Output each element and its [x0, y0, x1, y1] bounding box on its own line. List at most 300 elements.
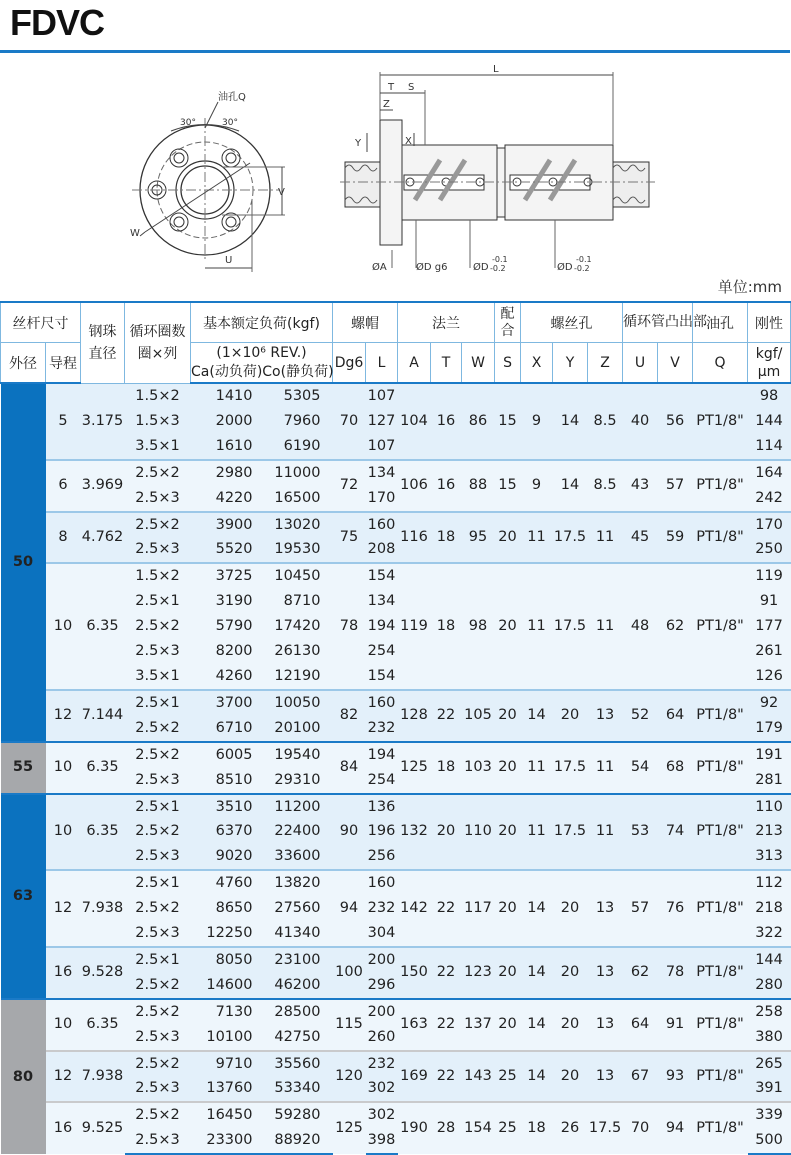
lead-cell: 16 — [46, 1102, 81, 1154]
v-cell: 57 — [658, 460, 693, 512]
circuits-cell: 2.5×1 — [125, 947, 191, 973]
header-dg6: Dg6 — [333, 343, 366, 384]
x-cell: 14 — [521, 999, 553, 1051]
co-value: 46200 — [274, 976, 321, 993]
circuits-cell: 2.5×2 — [125, 460, 191, 486]
lead-cell: 10 — [46, 794, 81, 871]
load-cell — [191, 896, 333, 921]
w-cell: 117 — [462, 870, 495, 947]
y-cell: 14 — [553, 383, 588, 460]
y-cell: 20 — [553, 870, 588, 947]
s-cell: 15 — [495, 383, 521, 460]
u-cell: 52 — [623, 690, 658, 742]
stiffness-cell: 391 — [748, 1076, 791, 1102]
w-cell: 95 — [462, 512, 495, 564]
co-value: 6190 — [283, 437, 321, 454]
z-cell: 11 — [588, 512, 623, 564]
load-cell — [191, 716, 333, 742]
y-cell: 20 — [553, 1051, 588, 1103]
a-cell: 119 — [398, 563, 431, 690]
circuits-cell: 2.5×3 — [125, 1076, 191, 1102]
v-cell: 62 — [658, 563, 693, 690]
header-x: X — [521, 343, 553, 384]
circuits-cell: 2.5×3 — [125, 1025, 191, 1051]
w-cell: 110 — [462, 794, 495, 871]
table-row — [1, 794, 791, 820]
stiffness-cell: 114 — [748, 434, 791, 460]
s-cell: 25 — [495, 1051, 521, 1103]
nut-length-cell: 194 — [366, 614, 398, 639]
header-ball-dia-line1: 钢珠 — [88, 323, 117, 340]
technical-drawing — [0, 60, 790, 280]
circuits-cell: 2.5×3 — [125, 1128, 191, 1154]
ca-value: 10100 — [206, 1028, 253, 1045]
ca-value: 5790 — [215, 618, 253, 635]
y-cell: 17.5 — [553, 512, 588, 564]
a-cell: 150 — [398, 947, 431, 999]
load-cell — [191, 563, 333, 589]
nut-length-cell: 136 — [366, 794, 398, 820]
tol-upper-2: -0.1 — [576, 255, 592, 264]
outer-diameter-cell: 55 — [1, 742, 46, 794]
u-cell: 57 — [623, 870, 658, 947]
nut-length-cell: 232 — [366, 896, 398, 921]
z-cell: 13 — [588, 947, 623, 999]
circuits-cell: 2.5×3 — [125, 486, 191, 512]
load-cell — [191, 589, 333, 614]
label-y: Y — [355, 138, 362, 149]
load-cell — [191, 639, 333, 664]
stiffness-cell: 500 — [748, 1128, 791, 1154]
w-cell: 154 — [462, 1102, 495, 1154]
bolt-hole — [222, 149, 240, 167]
header-bolt-hole: 螺丝孔 — [521, 302, 623, 343]
ca-value: 23300 — [206, 1132, 253, 1149]
header-screw-size: 丝杆尺寸 — [1, 302, 81, 343]
ca-value: 6710 — [215, 719, 253, 736]
v-cell: 74 — [658, 794, 693, 871]
co-value: 88920 — [274, 1132, 321, 1149]
circuits-cell: 2.5×2 — [125, 1051, 191, 1077]
header-a: A — [398, 343, 431, 384]
ca-value: 8200 — [215, 643, 253, 660]
circuits-cell: 2.5×2 — [125, 614, 191, 639]
table-row — [1, 512, 791, 538]
co-value: 28500 — [274, 1003, 321, 1020]
co-value: 10050 — [274, 694, 321, 711]
bolt-hole — [170, 213, 188, 231]
v-cell: 76 — [658, 870, 693, 947]
ca-value: 4760 — [215, 875, 253, 892]
dg6-cell: 78 — [333, 563, 366, 690]
s-cell: 20 — [495, 947, 521, 999]
label-v: V — [278, 187, 285, 198]
x-cell: 14 — [521, 870, 553, 947]
ball-dia-cell: 7.938 — [81, 1051, 125, 1103]
z-cell: 11 — [588, 742, 623, 794]
header-load-rev: (1×10⁶ REV.) — [216, 344, 307, 361]
co-value: 16500 — [274, 489, 321, 506]
v-cell: 56 — [658, 383, 693, 460]
x-cell: 11 — [521, 563, 553, 690]
circuits-cell: 2.5×3 — [125, 639, 191, 664]
outer-diameter-cell: 80 — [1, 999, 46, 1154]
ca-value: 12250 — [206, 925, 253, 942]
co-value: 20100 — [274, 719, 321, 736]
header-stiffness: 刚性 — [748, 302, 791, 343]
oil-hole-label: 油孔Q — [218, 92, 246, 103]
nut-length-cell: 256 — [366, 844, 398, 870]
load-cell — [191, 664, 333, 690]
label-dg6: ØD g6 — [416, 262, 448, 273]
ca-value: 6370 — [215, 823, 253, 840]
stiffness-cell: 339 — [748, 1102, 791, 1128]
stiffness-cell: 261 — [748, 639, 791, 664]
s-cell: 15 — [495, 460, 521, 512]
circuits-cell: 2.5×3 — [125, 768, 191, 794]
nut-length-cell: 196 — [366, 819, 398, 844]
header-fit-line1: 配 — [500, 305, 515, 322]
angle-right-label: 30° — [222, 118, 238, 128]
lead-cell: 12 — [46, 1051, 81, 1103]
nut-length-cell: 232 — [366, 1051, 398, 1077]
q-cell: PT1/8" — [693, 512, 748, 564]
ca-value: 7130 — [215, 1003, 253, 1020]
co-value: 42750 — [274, 1028, 321, 1045]
label-t: T — [388, 82, 395, 93]
header-v: V — [658, 343, 693, 384]
a-cell: 128 — [398, 690, 431, 742]
ca-value: 3700 — [215, 694, 253, 711]
co-value: 53340 — [274, 1080, 321, 1097]
v-cell: 91 — [658, 999, 693, 1051]
q-cell: PT1/8" — [693, 947, 748, 999]
load-cell — [191, 921, 333, 947]
dg6-cell: 82 — [333, 690, 366, 742]
stiffness-cell: 258 — [748, 999, 791, 1025]
x-cell: 14 — [521, 947, 553, 999]
stiffness-cell: 380 — [748, 1025, 791, 1051]
load-cell — [191, 742, 333, 768]
ca-value: 3190 — [215, 593, 253, 610]
co-value: 5305 — [283, 388, 321, 404]
dg6-cell: 90 — [333, 794, 366, 871]
a-cell: 104 — [398, 383, 431, 460]
lead-cell: 16 — [46, 947, 81, 999]
lead-cell: 12 — [46, 870, 81, 947]
t-cell: 22 — [431, 1051, 462, 1103]
t-cell: 28 — [431, 1102, 462, 1154]
w-cell: 103 — [462, 742, 495, 794]
circuits-cell: 2.5×1 — [125, 589, 191, 614]
dg6-cell: 84 — [333, 742, 366, 794]
load-cell — [191, 614, 333, 639]
stiffness-cell: 322 — [748, 921, 791, 947]
header-oil-hole: 油孔 — [693, 302, 748, 343]
header-outer-dia: 外径 — [1, 343, 46, 384]
load-cell — [191, 690, 333, 716]
nut-length-cell: 134 — [366, 589, 398, 614]
v-cell: 64 — [658, 690, 693, 742]
load-cell — [191, 1102, 333, 1128]
load-cell — [191, 819, 333, 844]
nut-length-cell: 160 — [366, 690, 398, 716]
ball-dia-cell: 6.35 — [81, 999, 125, 1051]
s-cell: 20 — [495, 563, 521, 690]
ball-dia-cell: 3.969 — [81, 460, 125, 512]
dg6-cell: 70 — [333, 383, 366, 460]
co-value: 27560 — [274, 900, 321, 917]
header-t: T — [431, 343, 462, 384]
ca-value: 1410 — [215, 388, 253, 404]
x-cell: 9 — [521, 460, 553, 512]
v-cell: 94 — [658, 1102, 693, 1154]
ball-dia-cell: 9.528 — [81, 947, 125, 999]
t-cell: 22 — [431, 690, 462, 742]
u-cell: 70 — [623, 1102, 658, 1154]
stiffness-cell: 144 — [748, 947, 791, 973]
label-a: ØA — [372, 262, 387, 273]
co-value: 10450 — [274, 568, 321, 585]
y-cell: 17.5 — [553, 563, 588, 690]
z-cell: 13 — [588, 870, 623, 947]
stiffness-cell: 313 — [748, 844, 791, 870]
header-q: Q — [693, 343, 748, 384]
load-cell — [191, 794, 333, 820]
circuits-cell: 3.5×1 — [125, 434, 191, 460]
stiffness-cell: 250 — [748, 537, 791, 563]
x-cell: 11 — [521, 512, 553, 564]
nut-length-cell: 254 — [366, 768, 398, 794]
nut-length-cell: 154 — [366, 664, 398, 690]
circuits-cell: 1.5×3 — [125, 409, 191, 434]
stiffness-cell: 242 — [748, 486, 791, 512]
co-value: 7960 — [283, 412, 321, 429]
header-flange: 法兰 — [398, 302, 495, 343]
ball-dia-cell: 3.175 — [81, 383, 125, 460]
lead-cell: 6 — [46, 460, 81, 512]
header-fit — [495, 302, 521, 343]
y-cell: 20 — [553, 947, 588, 999]
dg6-cell: 72 — [333, 460, 366, 512]
z-cell: 8.5 — [588, 460, 623, 512]
load-cell — [191, 460, 333, 486]
a-cell: 116 — [398, 512, 431, 564]
label-d2: ØD — [557, 262, 573, 273]
z-cell: 13 — [588, 690, 623, 742]
ca-value: 4220 — [215, 489, 253, 506]
ca-value: 8650 — [215, 900, 253, 917]
tol-upper-1: -0.1 — [492, 255, 508, 264]
u-cell: 40 — [623, 383, 658, 460]
u-cell: 48 — [623, 563, 658, 690]
ball-dia-cell: 6.35 — [81, 794, 125, 871]
ca-value: 14600 — [206, 976, 253, 993]
circuits-cell: 1.5×2 — [125, 563, 191, 589]
load-cell — [191, 973, 333, 999]
ball-dia-cell: 9.525 — [81, 1102, 125, 1154]
title-rule — [0, 50, 790, 53]
header-return-tube: 循环管凸出部 — [623, 302, 693, 343]
co-value: 26130 — [274, 643, 321, 660]
table-row — [1, 460, 791, 486]
t-cell: 16 — [431, 383, 462, 460]
q-cell: PT1/8" — [693, 999, 748, 1051]
w-cell: 105 — [462, 690, 495, 742]
tol-lower-2: -0.2 — [574, 264, 590, 273]
stiffness-cell: 265 — [748, 1051, 791, 1077]
table-row — [1, 690, 791, 716]
w-cell: 88 — [462, 460, 495, 512]
q-cell: PT1/8" — [693, 1102, 748, 1154]
header-fit-line2: 合 — [500, 322, 515, 339]
stiffness-cell: 191 — [748, 742, 791, 768]
ball-dia-cell: 6.35 — [81, 742, 125, 794]
outer-diameter-cell: 50 — [1, 383, 46, 742]
circuits-cell: 2.5×3 — [125, 844, 191, 870]
t-cell: 22 — [431, 999, 462, 1051]
stiffness-cell: 110 — [748, 794, 791, 820]
load-cell — [191, 870, 333, 896]
stiffness-cell: 164 — [748, 460, 791, 486]
co-value: 11200 — [274, 798, 321, 815]
load-cell — [191, 434, 333, 460]
nut-length-cell: 302 — [366, 1076, 398, 1102]
s-cell: 20 — [495, 794, 521, 871]
stiffness-cell: 213 — [748, 819, 791, 844]
t-cell: 20 — [431, 794, 462, 871]
nut-length-cell: 194 — [366, 742, 398, 768]
y-cell: 20 — [553, 999, 588, 1051]
circuits-cell: 3.5×1 — [125, 664, 191, 690]
co-value: 11000 — [274, 464, 321, 481]
stiffness-cell: 119 — [748, 563, 791, 589]
circuits-cell: 2.5×2 — [125, 999, 191, 1025]
t-cell: 22 — [431, 947, 462, 999]
nut-length-cell: 302 — [366, 1102, 398, 1128]
load-cell — [191, 999, 333, 1025]
lead-cell: 8 — [46, 512, 81, 564]
ball-dia-cell: 6.35 — [81, 563, 125, 690]
header-nut: 螺帽 — [333, 302, 398, 343]
nut-length-cell: 160 — [366, 870, 398, 896]
co-value: 13820 — [274, 875, 321, 892]
nut-length-cell: 200 — [366, 947, 398, 973]
header-u: U — [623, 343, 658, 384]
nut-length-cell: 200 — [366, 999, 398, 1025]
label-x: X — [405, 136, 412, 147]
header-ball-dia — [81, 302, 125, 383]
w-cell: 137 — [462, 999, 495, 1051]
lead-cell: 10 — [46, 999, 81, 1051]
load-cell — [191, 512, 333, 538]
ca-value: 16450 — [206, 1107, 253, 1124]
bolt-hole — [170, 149, 188, 167]
u-cell: 53 — [623, 794, 658, 871]
w-cell: 143 — [462, 1051, 495, 1103]
a-cell: 142 — [398, 870, 431, 947]
s-cell: 25 — [495, 1102, 521, 1154]
ca-value: 9020 — [215, 848, 253, 865]
ca-value: 3900 — [215, 516, 253, 533]
table-row — [1, 947, 791, 973]
table-row — [1, 999, 791, 1025]
x-cell: 11 — [521, 742, 553, 794]
lead-cell: 12 — [46, 690, 81, 742]
load-cell — [191, 947, 333, 973]
stiffness-cell: 179 — [748, 716, 791, 742]
circuits-cell: 2.5×2 — [125, 896, 191, 921]
co-value: 19540 — [274, 746, 321, 763]
lead-cell: 10 — [46, 563, 81, 690]
ball-dia-cell: 7.144 — [81, 690, 125, 742]
u-cell: 54 — [623, 742, 658, 794]
t-cell: 22 — [431, 870, 462, 947]
u-cell: 67 — [623, 1051, 658, 1103]
s-cell: 20 — [495, 870, 521, 947]
circuits-cell: 2.5×1 — [125, 870, 191, 896]
u-cell: 64 — [623, 999, 658, 1051]
ca-value: 5520 — [215, 541, 253, 558]
co-value: 17420 — [274, 618, 321, 635]
stiffness-cell: 218 — [748, 896, 791, 921]
load-cell — [191, 383, 333, 409]
header-load: 基本额定负荷(kgf) — [191, 302, 333, 343]
table-row — [1, 1102, 791, 1128]
load-cell — [191, 486, 333, 512]
w-cell: 86 — [462, 383, 495, 460]
load-cell — [191, 1128, 333, 1154]
screw-left — [345, 162, 381, 207]
t-cell: 18 — [431, 512, 462, 564]
header-w: W — [462, 343, 495, 384]
nut-length-cell: 398 — [366, 1128, 398, 1154]
co-value: 13020 — [274, 516, 321, 533]
q-cell: PT1/8" — [693, 383, 748, 460]
a-cell: 190 — [398, 1102, 431, 1154]
q-cell: PT1/8" — [693, 563, 748, 690]
header-circuits-line2: 圈×列 — [137, 345, 178, 362]
header-s: S — [495, 343, 521, 384]
screw-right — [613, 162, 649, 207]
y-cell: 26 — [553, 1102, 588, 1154]
q-cell: PT1/8" — [693, 690, 748, 742]
header-circuits — [125, 302, 191, 383]
ca-value: 3510 — [215, 798, 253, 815]
u-cell: 45 — [623, 512, 658, 564]
table-row — [1, 870, 791, 896]
v-cell: 59 — [658, 512, 693, 564]
header-load-sub — [191, 343, 333, 384]
circuits-cell: 2.5×2 — [125, 512, 191, 538]
dg6-cell: 100 — [333, 947, 366, 999]
front-view — [132, 102, 285, 272]
circuits-cell: 2.5×1 — [125, 690, 191, 716]
x-cell: 9 — [521, 383, 553, 460]
stiffness-cell: 280 — [748, 973, 791, 999]
co-value: 29310 — [274, 771, 321, 788]
s-cell: 20 — [495, 690, 521, 742]
header-z: Z — [588, 343, 623, 384]
header-y: Y — [553, 343, 588, 384]
nut-length-cell: 107 — [366, 434, 398, 460]
stiffness-cell: 91 — [748, 589, 791, 614]
spec-table — [0, 301, 791, 1155]
lead-cell: 5 — [46, 383, 81, 460]
ca-value: 9710 — [215, 1055, 253, 1072]
co-value: 19530 — [274, 541, 321, 558]
table-row — [1, 1051, 791, 1077]
